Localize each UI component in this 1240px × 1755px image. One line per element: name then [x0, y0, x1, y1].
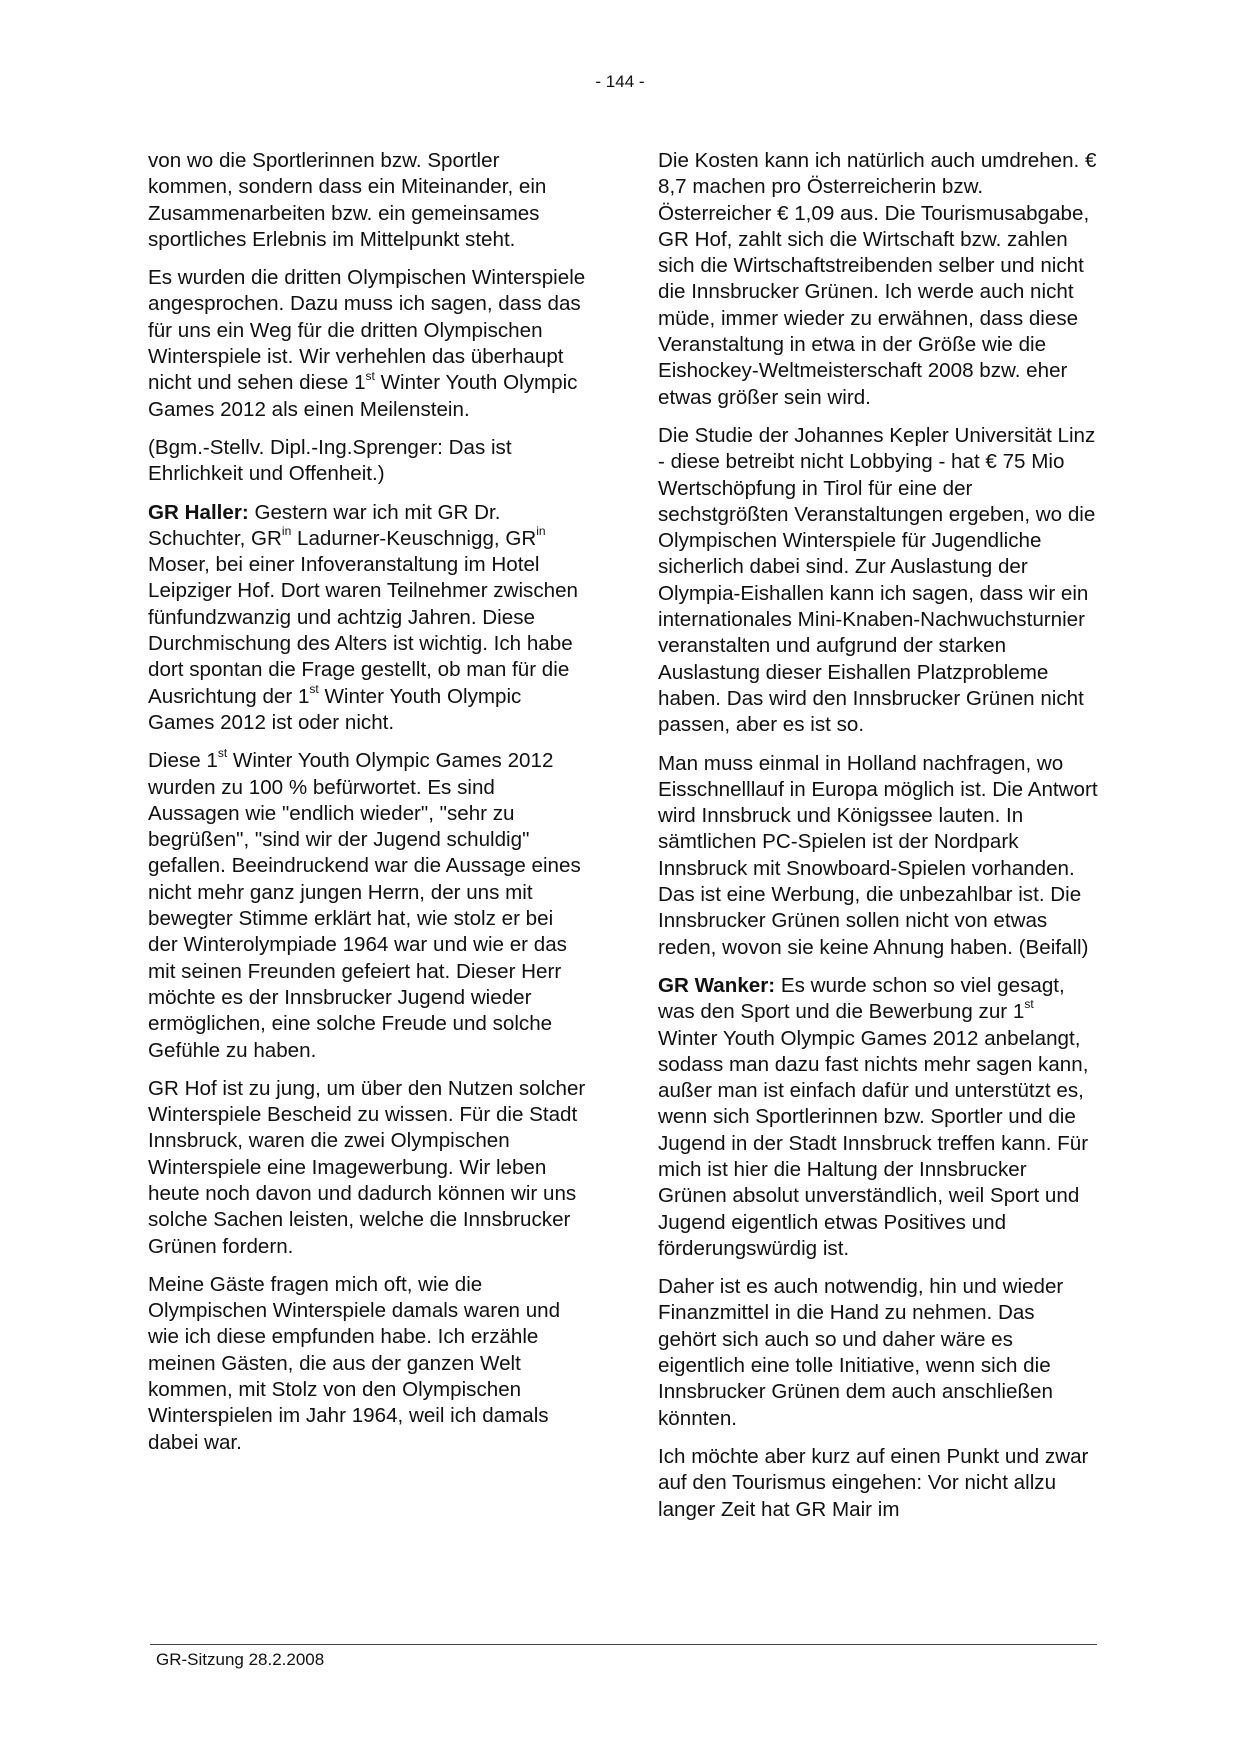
speaker-name: GR Haller:	[148, 500, 249, 524]
interjection: (Bgm.-Stellv. Dipl.-Ing.Sprenger: Das ist Ehrlichkeit und Offenheit.)	[148, 435, 512, 486]
paragraph: Ich möchte aber kurz auf einen Punkt und zwar auf den Tourismus eingehen: Vor nicht allzu langer Zeit hat GR Mair im	[658, 1444, 1089, 1521]
footer-text: GR-Sitzung 28.2.2008	[156, 1650, 325, 1669]
paragraph: GR Hof ist zu jung, um über den Nutzen solcher Winterspiele Bescheid zu wissen. Für die Stadt Innsbruck, waren die zwei Olympischen Winterspiele eine Imagewerbung. Wir leben heute noch davon und dadurch können wir uns solche Sachen leisten, welche die Innsbrucker Grünen fordern.	[148, 1076, 586, 1258]
left-column	[148, 148, 588, 1468]
paragraph: Diese 1st Winter Youth Olympic Games 2012 wurden zu 100 % befürwortet. Es sind Aussagen wie "endlich wieder", "sehr zu begrüßen", "sind wir der Jugend schuldig" gefallen. Beeindruckend war die Aussage eines nicht mehr ganz jungen Herrn, der uns mit bewegter Stimme erklärt hat, wie stolz er bei der Winterolympiade 1964 war und wie er das mit seinen Freunden gefeiert hat. Dieser Herr möchte es der Innsbrucker Jugend wieder ermöglichen, eine solche Freude und solche Gefühle zu haben.	[148, 746, 581, 1062]
paragraph: von wo die Sportlerinnen bzw. Sportler kommen, sondern dass ein Miteinander, ein Zusammenarbeiten bzw. ein gemeinsames sportliches Erlebnis im Mittelpunkt steht.	[148, 149, 547, 251]
paragraph: Daher ist es auch notwendig, hin und wieder Finanzmittel in die Hand zu nehmen. Das gehört sich auch so und daher wäre es eigentlich eine tolle Initiative, wenn sich die Innsbrucker Grünen dem auch anschließen könnten.	[658, 1275, 1064, 1430]
paragraph: Die Kosten kann ich natürlich auch umdrehen. € 8,7 machen pro Österreicherin bzw. Österreicher € 1,09 aus. Die Tourismusabgabe, GR Hof, zahlt sich die Wirtschaft bzw. zahlen sich die Wirtschaftstreibenden selber und nicht die Innsbrucker Grünen. Ich werde auch nicht müde, immer wieder zu erwähnen, dass diese Veranstaltung in etwa in der Größe wie die Eishockey-Weltmeisterschaft 2008 bzw. eher etwas größer sein wird.	[658, 149, 1097, 409]
paragraph: GR Haller: Gestern war ich mit GR Dr. Schuchter, $GR^{in}$ Ladurner-Keuschnigg, $GR^{in}$ Moser, bei einer Infoveranstaltung im Hotel Leipziger Hof. Dort waren Teilnehmer zwischen fünfundzwanzig und achtzig Jahren. Diese Durchmischung des Alters ist wichtig. Ich habe dort spontan die Frage gestellt, ob man für die Ausrichtung der 1st Winter Youth Olympic Games 2012 ist oder nicht.	[148, 500, 578, 734]
speaker-name: GR Wanker:	[658, 973, 776, 997]
right-column	[658, 148, 1098, 1535]
paragraph: GR Wanker: Es wurde schon so viel gesagt, was den Sport und die Bewerbung zur 1st Winter Youth Olympic Games 2012 anbelangt, sodass man dazu fast nichts mehr sagen kann, außer man ist einfach dafür und unterstützt es, wenn sich Sportlerinnen bzw. Sportler und die Jugend in der Stadt Innsbruck treffen kann. Für mich ist hier die Haltung der Innsbrucker Grünen absolut unverständlich, weil Sport und Jugend eigentlich etwas Positives und förderungswürdig ist.	[658, 973, 1089, 1260]
paragraph: Es wurden die dritten Olympischen Winterspiele angesprochen. Dazu muss ich sagen, dass das für uns ein Weg für die dritten Olympischen Winterspiele ist. Wir verhehlen das überhaupt nicht und sehen diese 1st Winter Youth Olympic Games 2012 als einen Meilenstein.	[148, 266, 586, 421]
paragraph: Meine Gäste fragen mich oft, wie die Olympischen Winterspiele damals waren und wie ich diese empfunden habe. Ich erzähle meinen Gästen, die aus der ganzen Welt kommen, mit Stolz von den Olympischen Winterspielen im Jahr 1964, weil ich damals dabei war.	[148, 1272, 561, 1454]
footer-divider	[150, 1644, 1097, 1645]
paragraph: Man muss einmal in Holland nachfragen, wo Eisschnelllauf in Europa möglich ist. Die Antwort wird Innsbruck und Königssee lauten. In sämtlichen PC-Spielen ist der Nordpark Innsbruck mit Snowboard-Spielen vorhanden. Das ist eine Werbung, die unbezahlbar ist. Die Innsbrucker Grünen sollen nicht von etwas reden, wovon sie keine Ahnung haben. (Beifall)	[658, 751, 1098, 959]
page-number: - 144 -	[595, 72, 645, 91]
paragraph: Die Studie der Johannes Kepler Universität Linz - diese betreibt nicht Lobbying - hat € 75 Mio Wertschöpfung in Tirol für eine der sechstgrößten Veranstaltungen ergeben, wo die Olympischen Winterspiele für Jugendliche sicherlich dabei sind. Zur Auslastung der Olympia-Eishallen kann ich sagen, dass wir ein internationales Mini-Knaben-Nachwuchsturnier veranstalten und aufgrund der starken Auslastung dieser Eishallen Platzprobleme haben. Das wird den Innsbrucker Grünen nicht passen, aber es ist so.	[658, 423, 1096, 737]
